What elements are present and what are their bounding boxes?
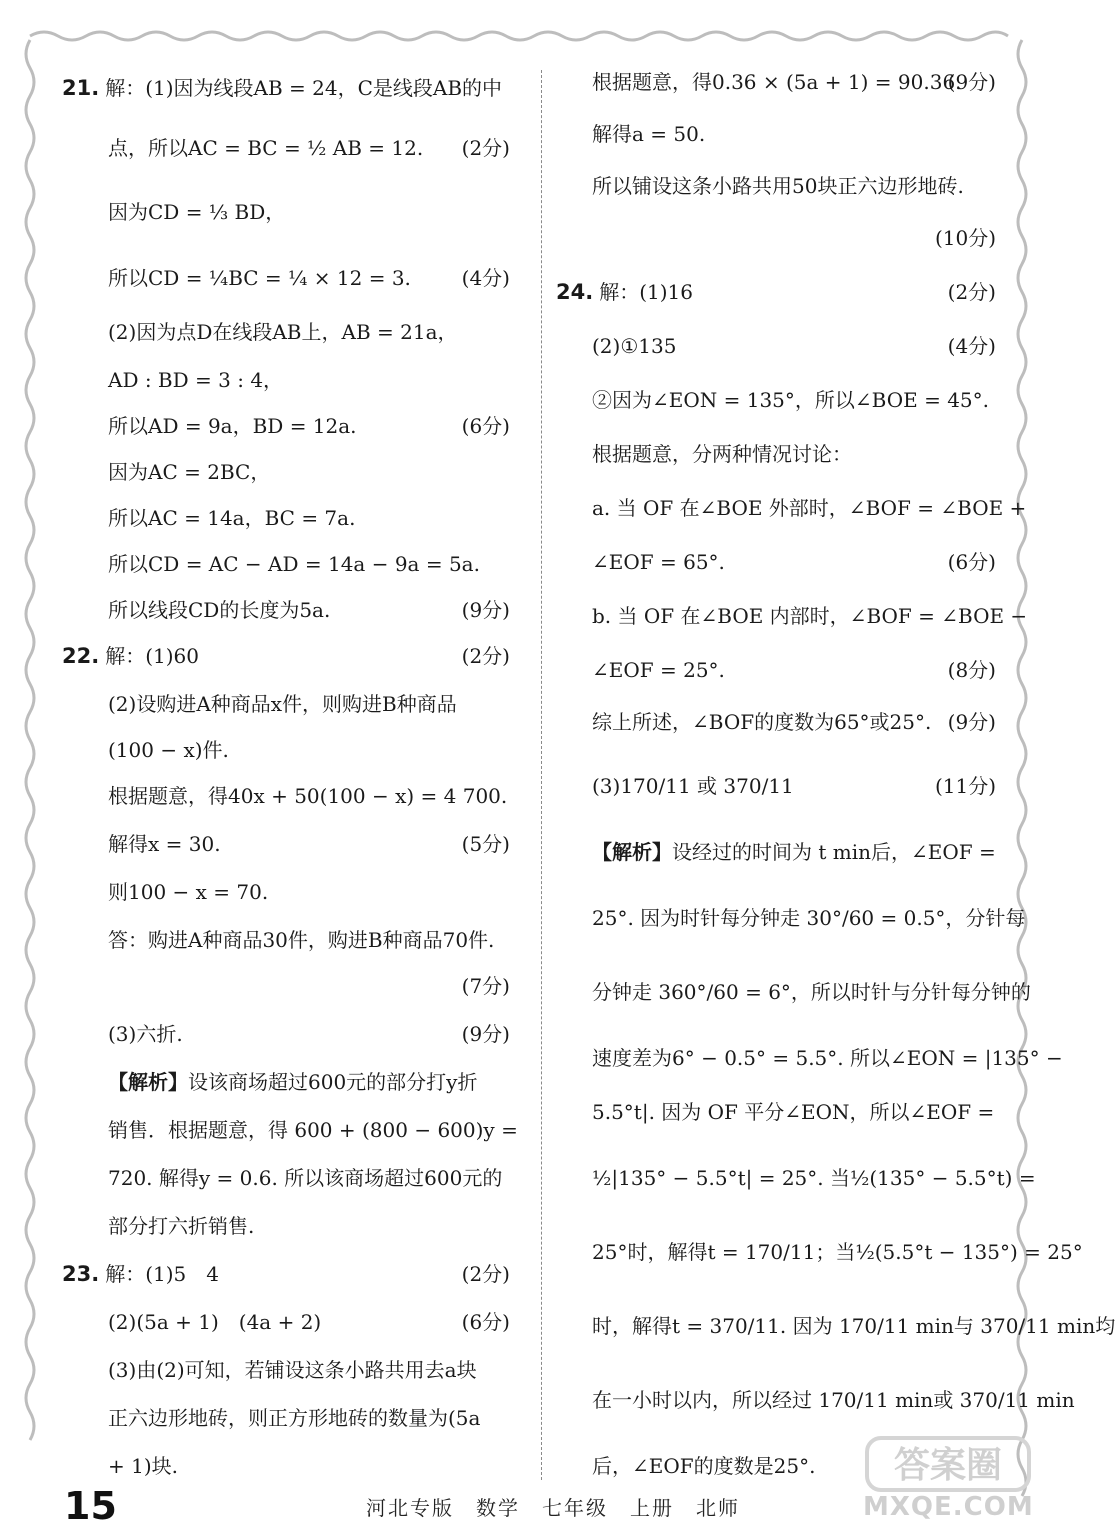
q22-line-1: 22. 解：(1)60 (2分) [62,636,514,676]
points-label: (4分) [947,334,996,358]
points-label: (8分) [947,658,996,682]
q24-line-8: ∠EOF = 25°. (8分) [592,650,1000,690]
points-label: (6分) [461,1310,510,1334]
watermark [863,1430,1033,1530]
q21-line-2: 点，所以AC = BC = ½ AB = 12. (2分) [108,128,514,168]
q22-line-4: 根据题意，得40x + 50(100 − x) = 4 700. [108,784,508,808]
q24-analysis-6: ½|135° − 5.5°t| = 25°. 当½(135° − 5.5°t) = [592,1166,1036,1190]
q21-line-3: 因为CD = ⅓ BD， [108,200,286,224]
watermark-url: MXQE.COM [863,1492,1034,1522]
q22-analysis-4: 部分打六折销售. [108,1214,255,1238]
analysis-tag: 【解析】 [592,840,672,864]
points-label: (2分) [947,280,996,304]
question-number: 23. [62,1262,100,1286]
question-number: 22. [62,644,100,668]
border-top [30,32,1008,40]
q21-line-11: 所以线段CD的长度为5a. (9分) [108,590,514,630]
book-info: 河北专版 数学 七年级 上册 北师 [366,1496,740,1520]
q21-line-1: 21. 解：(1)因为线段AB = 24，C是线段AB的中 [62,76,503,100]
points-label: (2分) [461,644,510,668]
q23-line-4: 正六边形地砖，则正方形地砖的数量为(5a [108,1406,481,1430]
q24-line-9: 综上所述，∠BOF的度数为65°或25°. (9分) [592,702,1000,742]
q24-analysis-7: 25°时，解得t = 170/11；当½(5.5°t − 135°) = 25° [592,1240,1083,1264]
points-label: (6分) [461,414,510,438]
column-divider [541,70,542,1480]
q21-line-10: 所以CD = AC − AD = 14a − 9a = 5a. [108,552,480,576]
q21-line-8: 因为AC = 2BC， [108,460,271,484]
points-label: (9分) [947,710,996,734]
page-number: 15 [64,1484,117,1528]
q22-line-8: (3)六折. (9分) [108,1014,514,1054]
q24-line-4: 根据题意，分两种情况讨论： [592,442,852,466]
q23-line-1: 23. 解：(1)5 4 (2分) [62,1254,514,1294]
points-label: (2分) [461,136,510,160]
q24-analysis-8: 时，解得t = 370/11. 因为 170/11 min与 370/11 min均 [592,1314,1115,1338]
q24-line-10: (3)170/11 或 370/11 (11分) [592,766,1000,806]
border-right [1018,40,1026,1496]
points-label: (9分) [461,598,510,622]
q22-line-7: 答：购进A种商品30件，购进B种商品70件. [108,928,495,952]
q24-analysis-1: 【解析】设经过的时间为 t min后，∠EOF = [592,840,996,864]
q24-line-7: b. 当 OF 在∠BOE 内部时，∠BOF = ∠BOE − [592,604,1028,628]
watermark-logo-icon [863,1434,1033,1494]
q24-line-2: (2)①135 (4分) [592,326,1000,366]
q24-analysis-2: 25°. 因为时针每分钟走 30°/60 = 0.5°，分针每 [592,906,1026,930]
q24-analysis-3: 分钟走 360°/60 = 6°，所以时针与分针每分钟的 [592,980,1031,1004]
q24-analysis-10: 后，∠EOF的度数是25°. [592,1454,816,1478]
q23-line-5: + 1)块. [108,1454,178,1478]
q21-line-9: 所以AC = 14a，BC = 7a. [108,506,356,530]
q22-line-5: 解得x = 30. (5分) [108,824,514,864]
q24-line-6: ∠EOF = 65°. (6分) [592,542,1000,582]
question-number: 24. [556,280,594,304]
points-label: (10分) [934,226,996,250]
q23-cont-line-3: 所以铺设这条小路共用50块正六边形地砖. [592,174,964,198]
q21-line-7: 所以AD = 9a，BD = 12a. (6分) [108,406,514,446]
q24-line-3: ②因为∠EON = 135°，所以∠BOE = 45°. [592,388,990,412]
wm-logo-text: 答案圈 [893,1445,1003,1486]
q24-line-1: 24. 解：(1)16 (2分) [556,272,1000,312]
q22-analysis-2: 销售．根据题意，得 600 + (800 − 600)y = [108,1118,518,1142]
q24-analysis-5: 5.5°t|. 因为 OF 平分∠EON，所以∠EOF = [592,1100,995,1124]
q22-line-6: 则100 − x = 70. [108,880,269,904]
q24-line-5: a. 当 OF 在∠BOE 外部时，∠BOF = ∠BOE + [592,496,1027,520]
points-label: (4分) [461,266,510,290]
q24-analysis-9: 在一小时以内，所以经过 170/11 min或 370/11 min [592,1388,1075,1412]
question-number: 21. [62,76,100,100]
q22-line-3: (100 − x)件. [108,738,229,762]
points-label: (6分) [947,550,996,574]
q23-cont-line-2: 解得a = 50. [592,122,706,146]
points-label: (7分) [461,974,510,998]
q23-line-3: (3)由(2)可知，若铺设这条小路共用去a块 [108,1358,477,1382]
q23-cont-line-1: 根据题意，得0.36 × (5a + 1) = 90.36. (9分) [592,62,1000,102]
q23-line-2: (2)(5a + 1) (4a + 2) (6分) [108,1302,514,1342]
q21-line-4: 所以CD = ¼BC = ¼ × 12 = 3. (4分) [108,258,514,298]
border-left [26,40,34,1440]
q22-analysis-3: 720. 解得y = 0.6. 所以该商场超过600元的 [108,1166,503,1190]
analysis-tag: 【解析】 [108,1070,188,1094]
points-label: (11分) [934,774,996,798]
points-label: (9分) [461,1022,510,1046]
points-label: (5分) [461,832,510,856]
q21-line-6: AD : BD = 3 : 4， [108,368,284,392]
q22-analysis-1: 【解析】设该商场超过600元的部分打y折 [108,1070,478,1094]
q24-analysis-4: 速度差为6° − 0.5° = 5.5°. 所以∠EON = |135° − [592,1046,1063,1070]
points-label: (2分) [461,1262,510,1286]
q22-line-2: (2)设购进A种商品x件，则购进B种商品 [108,692,457,716]
q21-line-5: (2)因为点D在线段AB上，AB = 21a， [108,320,458,344]
points-label: (9分) [947,70,996,94]
